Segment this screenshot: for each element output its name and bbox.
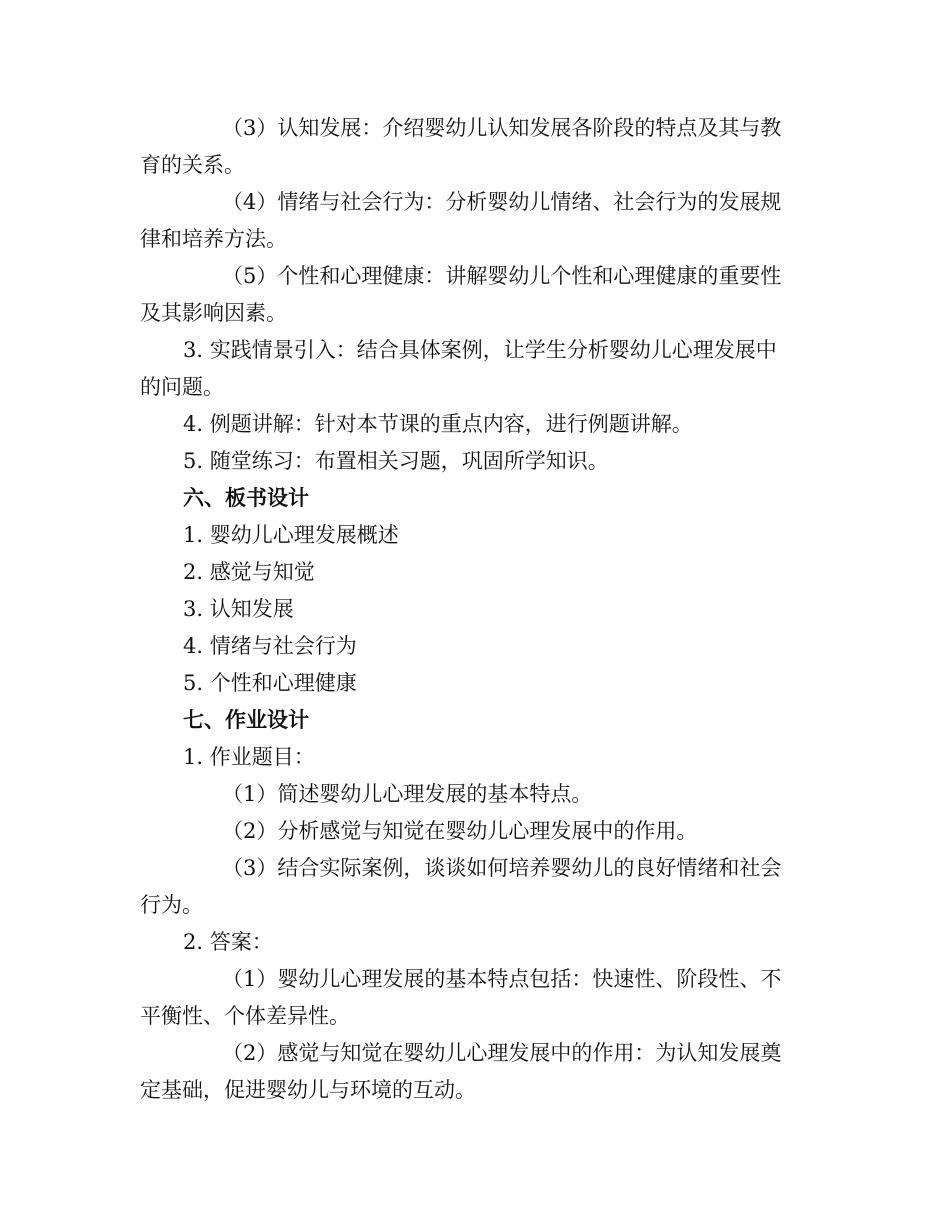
sub-item: （3）结合实际案例，谈谈如何培养婴幼儿的良好情绪和社会 [222, 856, 782, 880]
list-item: 4. 例题讲解：针对本节课的重点内容，进行例题讲解。 [183, 412, 693, 436]
paragraph-line: （4）情绪与社会行为：分析婴幼儿情绪、社会行为的发展规 [222, 190, 782, 214]
list-item: 3. 实践情景引入：结合具体案例，让学生分析婴幼儿心理发展中 [183, 338, 777, 362]
paragraph-line: 育的关系。 [140, 153, 245, 177]
sub-item: （1）简述婴幼儿心理发展的基本特点。 [222, 782, 593, 806]
paragraph-line: 定基础，促进婴幼儿与环境的互动。 [140, 1078, 476, 1102]
section-heading: 七、作业设计 [183, 708, 309, 732]
section-heading: 六、板书设计 [183, 486, 309, 510]
list-item: 2. 答案： [183, 930, 273, 954]
list-item: 5. 个性和心理健康 [183, 671, 357, 695]
sub-item: （2）感觉与知觉在婴幼儿心理发展中的作用：为认知发展奠 [222, 1041, 782, 1065]
paragraph-line: （5）个性和心理健康：讲解婴幼儿个性和心理健康的重要性 [222, 264, 782, 288]
list-item: 1. 婴幼儿心理发展概述 [183, 523, 399, 547]
list-item: 3. 认知发展 [183, 597, 294, 621]
paragraph-line: （3）认知发展：介绍婴幼儿认知发展各阶段的特点及其与教 [222, 116, 782, 140]
paragraph-line: 律和培养方法。 [140, 227, 287, 251]
list-item: 4. 情绪与社会行为 [183, 634, 357, 658]
list-item: 2. 感觉与知觉 [183, 560, 315, 584]
paragraph-line: 的问题。 [140, 375, 224, 399]
list-item: 1. 作业题目： [183, 745, 315, 769]
sub-item: （1）婴幼儿心理发展的基本特点包括：快速性、阶段性、不 [222, 967, 782, 991]
sub-item: （2）分析感觉与知觉在婴幼儿心理发展中的作用。 [222, 819, 698, 843]
paragraph-line: 及其影响因素。 [140, 301, 287, 325]
paragraph-line: 行为。 [140, 893, 203, 917]
list-item: 5. 随堂练习：布置相关习题，巩固所学知识。 [183, 449, 609, 473]
paragraph-line: 平衡性、个体差异性。 [140, 1004, 350, 1028]
